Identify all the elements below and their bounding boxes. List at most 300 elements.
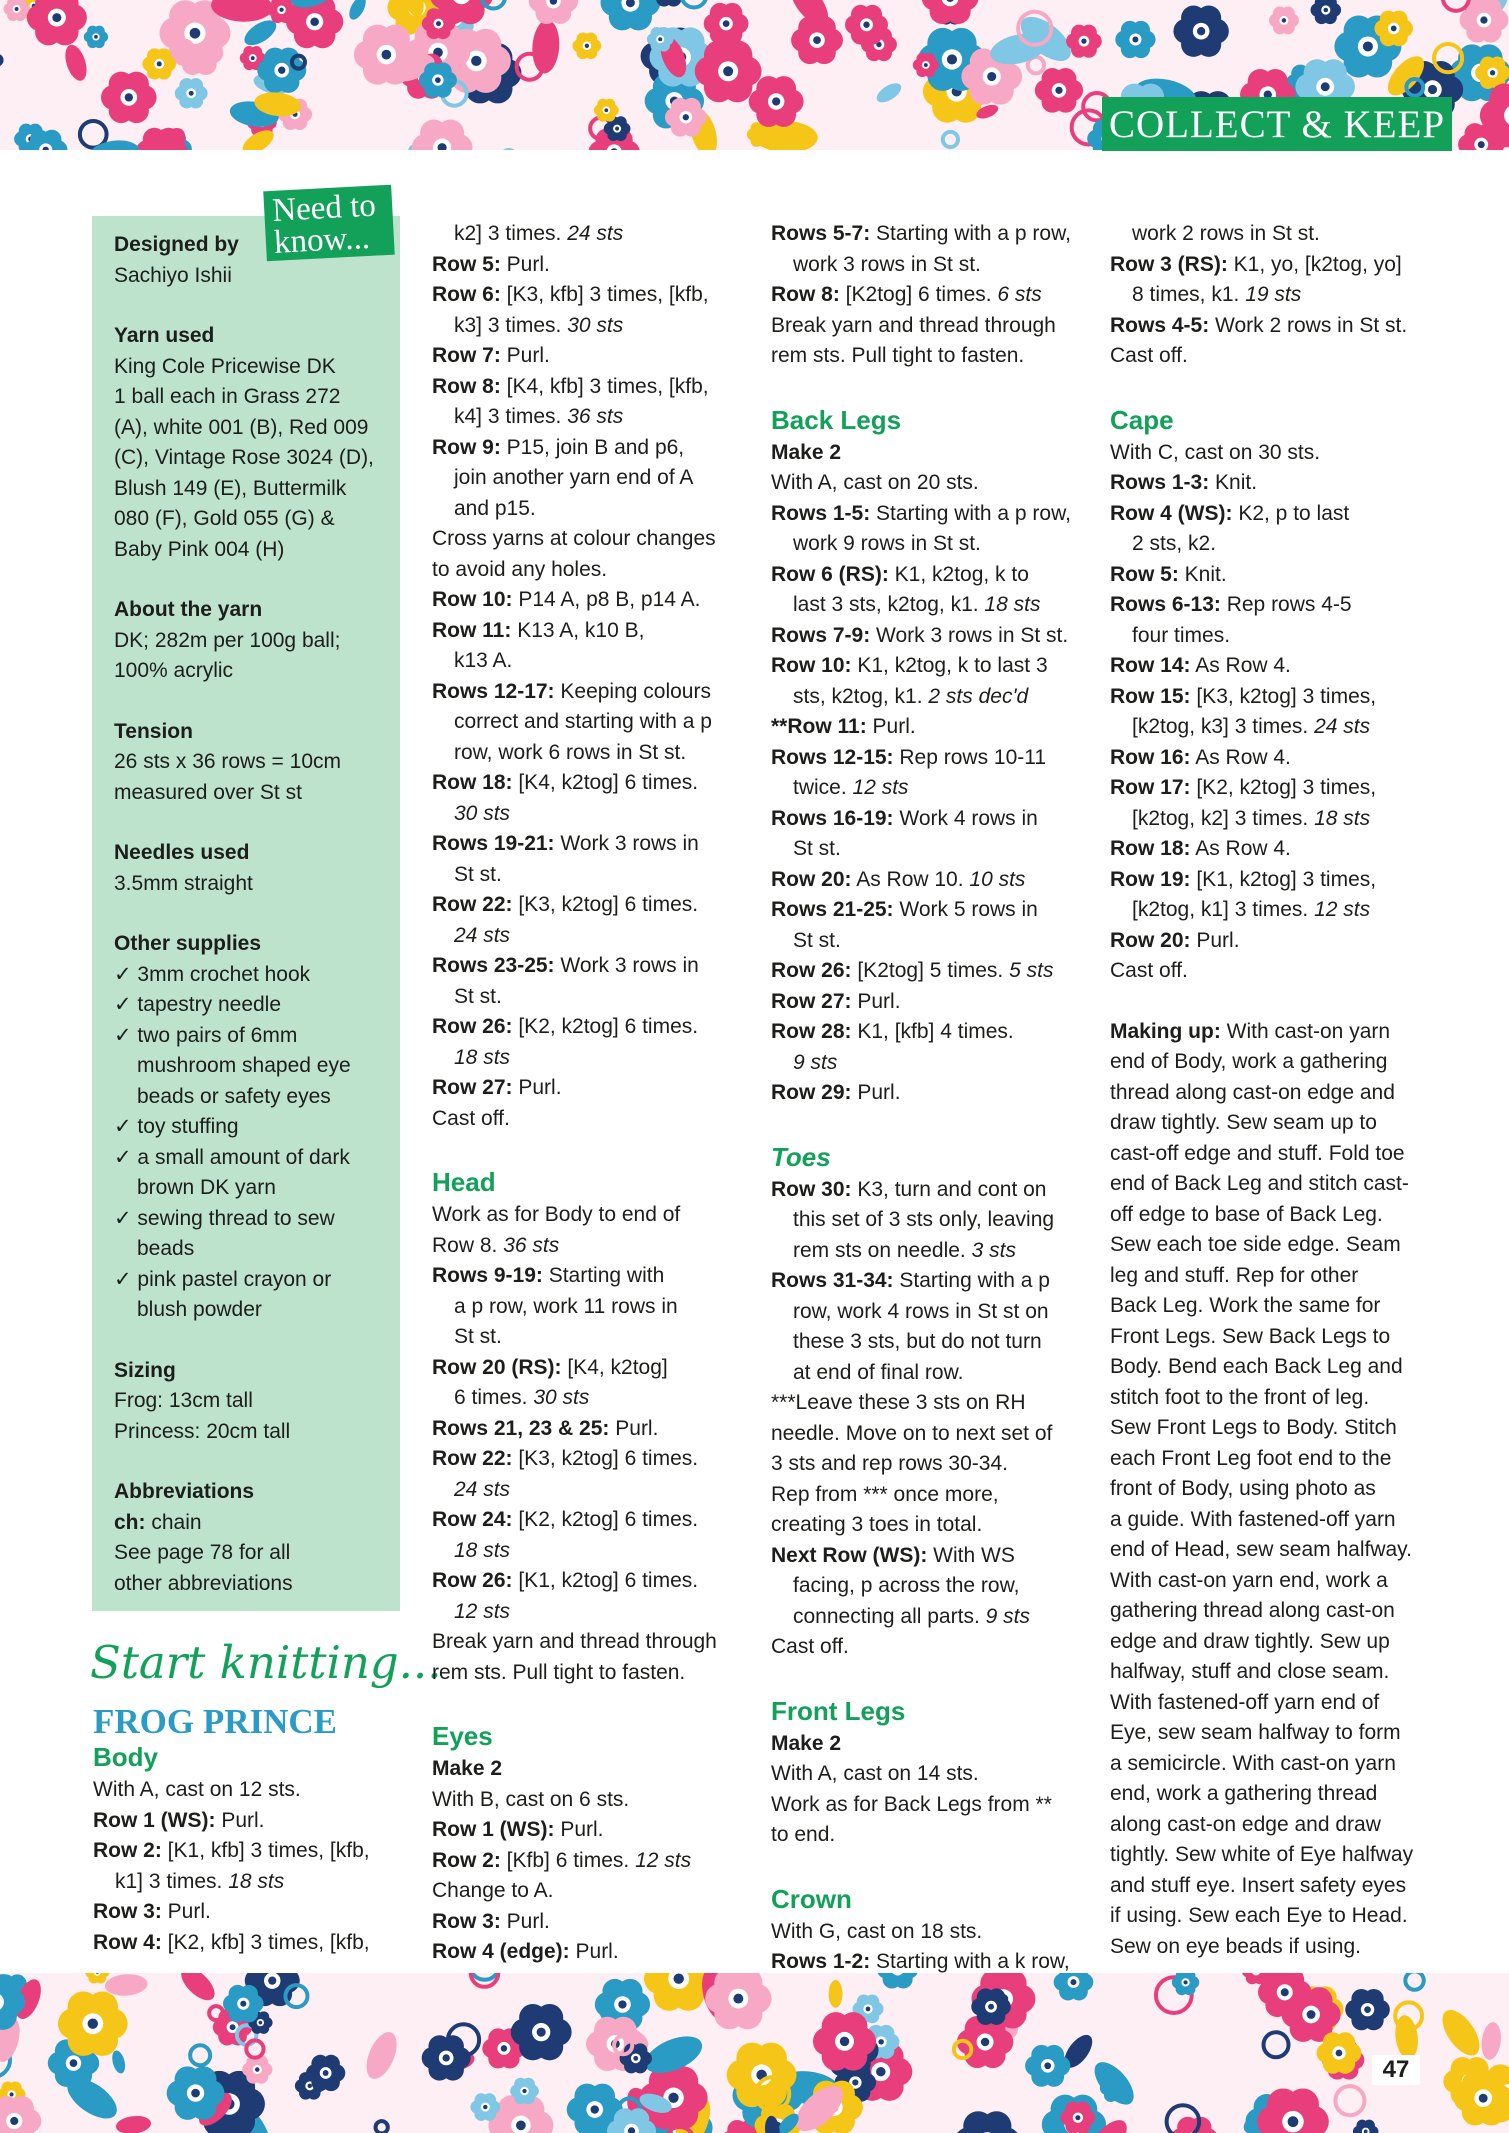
instruction-text: Cast off.	[1110, 344, 1188, 367]
instruction-text: With A, cast on 14 sts.	[771, 1762, 979, 1785]
instruction-text: last 3 sts, k2tog, k1.	[793, 593, 985, 616]
instruction-text: [Kfb] 6 times.	[500, 1848, 636, 1872]
row-label: Row 16:	[1110, 745, 1191, 769]
pattern-line	[1110, 250, 1430, 281]
instruction-text: Back Leg. Work the same for	[1110, 1294, 1381, 1317]
instruction-text: needle. Move on to next set of	[771, 1421, 1053, 1445]
pattern-line	[1110, 1627, 1430, 1658]
instruction-text: sts, k2tog, k1.	[793, 684, 929, 708]
instruction-text: [K3, k2tog] 6 times.	[512, 893, 699, 916]
pattern-line	[432, 707, 742, 738]
instruction-text: [K4, k2tog] 6 times.	[512, 771, 699, 794]
instruction-text: As Row 10.	[851, 867, 970, 891]
pattern-line	[771, 1048, 1081, 1079]
instruction-text: leg and stuff. Rep for other	[1110, 1263, 1359, 1287]
instruction-text: edge and draw tightly. Sew up	[1110, 1629, 1390, 1653]
abbr-meaning: chain	[145, 1510, 202, 1534]
pattern-line	[432, 1876, 742, 1907]
about-yarn-title: About the yarn	[114, 598, 263, 621]
pattern-line	[432, 250, 742, 281]
stitch-count: 18 sts	[454, 1045, 511, 1069]
pattern-line	[771, 1541, 1081, 1572]
instruction-text: With WS	[927, 1543, 1015, 1567]
pattern-line	[771, 1419, 1081, 1450]
pattern-line	[771, 712, 1081, 743]
row-label: Row 14:	[1110, 654, 1191, 677]
instruction-text: end of Head, sew seam halfway.	[1110, 1538, 1412, 1561]
text-line: Princess: 20cm tall	[114, 1419, 291, 1443]
pattern-line	[1110, 651, 1430, 682]
pattern-line	[771, 743, 1081, 774]
pattern-line	[1110, 1535, 1430, 1566]
instruction-text: With A, cast on 20 sts.	[771, 471, 979, 494]
pattern-line	[432, 219, 742, 250]
instruction-text: With cast-on yarn	[1220, 1019, 1391, 1043]
text-line: 100% acrylic	[114, 659, 234, 682]
pattern-line	[771, 621, 1081, 652]
pattern-line	[432, 1846, 742, 1877]
pattern-line	[1110, 1139, 1430, 1170]
instruction-text: rem sts on needle.	[793, 1238, 972, 1262]
supplies-title: Other supplies	[114, 932, 262, 955]
pattern-line	[1110, 1322, 1430, 1353]
instruction-text: work 9 rows in St st.	[793, 532, 981, 555]
collect-keep-banner: COLLECT & KEEP	[1102, 97, 1452, 151]
instruction-text: this set of 3 sts only, leaving	[793, 1208, 1055, 1231]
instruction-text: St st.	[793, 837, 841, 860]
pattern-line	[1110, 311, 1430, 342]
instruction-text: Work 3 rows in	[554, 832, 699, 855]
instruction-text: Body. Bend each Back Leg and	[1110, 1355, 1403, 1378]
yarn-used-title: Yarn used	[114, 324, 215, 347]
section-heading: Crown	[771, 1883, 852, 1914]
instruction-text: these 3 sts, but do not turn	[793, 1330, 1042, 1353]
instruction-text: K1, [kfb] 4 times.	[851, 1020, 1014, 1043]
stitch-count: 6 sts	[997, 283, 1042, 306]
instruction-text: draw tightly. Sew seam up to	[1110, 1111, 1377, 1134]
pattern-line	[432, 463, 742, 494]
text-line: DK; 282m per 100g ball;	[114, 628, 341, 652]
pattern-line	[1110, 1840, 1430, 1871]
pattern-line	[1110, 468, 1430, 499]
stitch-count: 2 sts dec'd	[928, 684, 1029, 708]
row-label: Row 19:	[1110, 867, 1191, 891]
text-line: Frog: 13cm tall	[114, 1389, 253, 1412]
instruction-text: Starting with	[542, 1264, 665, 1287]
instruction-text: Knit.	[1178, 562, 1227, 586]
instruction-text: stitch foot to the front of leg.	[1110, 1385, 1370, 1409]
row-label: Rows 1-2:	[771, 1950, 871, 1973]
row-label: Row 3:	[93, 1900, 162, 1923]
pattern-line	[432, 1444, 742, 1475]
row-label: Rows 21-25:	[771, 898, 894, 921]
pattern-line	[432, 1073, 742, 1104]
pattern-line	[432, 585, 742, 616]
pattern-line	[432, 1597, 742, 1628]
row-label: Row 17:	[1110, 776, 1191, 799]
instruction-text: Row 8.	[432, 1233, 504, 1257]
spacer	[1110, 372, 1430, 402]
row-label: Row 30:	[771, 1177, 852, 1201]
pattern-line	[771, 1388, 1081, 1419]
pattern-line	[432, 890, 742, 921]
instruction-text: Purl.	[500, 252, 550, 276]
sizing-section	[114, 1356, 380, 1448]
pattern-line	[771, 1266, 1081, 1297]
pattern-line	[771, 834, 1081, 865]
pattern-line	[1110, 341, 1430, 372]
pattern-line	[1110, 1596, 1430, 1627]
instruction-text: Knit.	[1209, 471, 1258, 494]
supply-item: ✓ 3mm crochet hook	[114, 962, 311, 986]
pattern-line	[432, 1785, 742, 1816]
pattern-line	[1110, 712, 1430, 743]
instruction-text: With fastened-off yarn end of	[1110, 1690, 1380, 1714]
instruction-text: As Row 4.	[1190, 654, 1291, 677]
text-line: (A), white 001 (B), Red 009	[114, 415, 369, 439]
text-line: 080 (F), Gold 055 (G) &	[114, 507, 335, 530]
pattern-line	[1110, 1383, 1430, 1414]
instruction-text: Work 4 rows in	[893, 806, 1038, 830]
column-2	[432, 219, 742, 1968]
pattern-line	[771, 1449, 1081, 1480]
pattern-line	[771, 987, 1081, 1018]
instruction-text: each Front Leg foot end to the	[1110, 1446, 1392, 1470]
instruction-text: St st.	[454, 984, 502, 1008]
stitch-count: 18 sts	[454, 1538, 511, 1562]
instruction-text: front of Body, using photo as	[1110, 1477, 1376, 1500]
supply-item: ✓ tapestry needle	[114, 993, 282, 1016]
pattern-line	[432, 1383, 742, 1414]
instruction-text: halfway, stuff and close seam.	[1110, 1660, 1390, 1683]
row-label: Row 26:	[771, 959, 852, 982]
instruction-text: Purl.	[1190, 928, 1240, 952]
abbreviations-section	[114, 1477, 380, 1599]
instruction-text: off edge to base of Back Leg.	[1110, 1202, 1383, 1226]
supply-item: ✓ toy stuffing	[114, 1115, 239, 1138]
instruction-text: Rep from *** once more,	[771, 1482, 999, 1506]
instruction-text: creating 3 toes in total.	[771, 1513, 983, 1536]
stitch-count: 24 sts	[454, 1477, 511, 1501]
needles-title: Needles used	[114, 841, 250, 864]
text-line: 1 ball each in Grass 272	[114, 385, 341, 408]
column-1	[93, 1739, 393, 1958]
text-line: 3.5mm straight	[114, 871, 253, 895]
pattern-line	[771, 865, 1081, 896]
instruction-text: 3 sts and rep rows 30-34.	[771, 1452, 1008, 1475]
pattern-line	[432, 1353, 742, 1384]
pattern-line	[771, 1571, 1081, 1602]
instruction-text: 2 sts, k2.	[1132, 532, 1217, 555]
about-yarn-section	[114, 595, 380, 687]
pattern-line	[432, 1200, 742, 1231]
pattern-line	[771, 219, 1081, 250]
instruction-text: four times.	[1132, 623, 1231, 647]
instruction-text: K1, k2tog, k to last 3	[851, 654, 1048, 677]
instruction-text: Purl.	[215, 1808, 265, 1832]
row-label: Row 26:	[432, 1569, 513, 1592]
section-heading: Eyes	[432, 1721, 493, 1751]
instruction-text: k1] 3 times.	[115, 1869, 229, 1893]
row-label: Row 5:	[432, 252, 501, 276]
row-label: Rows 6-13:	[1110, 593, 1221, 616]
pattern-line	[771, 1632, 1081, 1663]
column-3	[771, 219, 1081, 1978]
pattern-title: FROG PRINCE	[93, 1702, 338, 1741]
instruction-text: Sew on eye beads if using.	[1110, 1934, 1361, 1958]
pattern-line	[1110, 743, 1430, 774]
pattern-line	[771, 1510, 1081, 1541]
row-label: Next Row (WS):	[771, 1543, 928, 1567]
instruction-text: K3, turn and cont on	[851, 1177, 1047, 1201]
instruction-text: With A, cast on 12 sts.	[93, 1778, 301, 1801]
pattern-line	[771, 280, 1081, 311]
pattern-line	[93, 1928, 393, 1959]
instruction-text: and stuff eye. Insert safety eyes	[1110, 1873, 1407, 1897]
instruction-text: [K1, k2tog] 3 times,	[1190, 867, 1377, 891]
pattern-line	[1110, 682, 1430, 713]
pattern-line	[771, 1236, 1081, 1267]
row-label: Row 18:	[432, 771, 513, 794]
row-label: Row 4:	[93, 1930, 162, 1954]
section-heading: Head	[432, 1167, 496, 1197]
stitch-count: 10 sts	[969, 867, 1026, 891]
pattern-line	[771, 590, 1081, 621]
instruction-text: Sew Front Legs to Body. Stitch	[1110, 1416, 1397, 1439]
stitch-count: 9 sts	[985, 1604, 1030, 1628]
stitch-count: 12 sts	[852, 776, 909, 799]
instruction-text: [k2tog, k1] 3 times.	[1132, 898, 1315, 921]
row-label: Rows 9-19:	[432, 1264, 543, 1287]
instruction-text: [K2, k2tog] 6 times.	[512, 1508, 699, 1531]
page-number: 47	[1372, 2055, 1420, 2085]
pattern-line	[432, 555, 742, 586]
row-label: **Row 11:	[771, 715, 867, 738]
row-label: Making up:	[1110, 1019, 1221, 1043]
spacer	[771, 1109, 1081, 1139]
row-label: Rows 31-34:	[771, 1269, 894, 1292]
row-label: Row 15:	[1110, 684, 1191, 708]
text-line: other abbreviations	[114, 1571, 293, 1595]
pattern-line	[771, 341, 1081, 372]
instruction-text: k13 A.	[454, 649, 513, 672]
supply-item: ✓ sewing thread to sew beads	[114, 1206, 335, 1260]
instruction-text: Starting with a p row,	[870, 222, 1071, 245]
pattern-line	[432, 1012, 742, 1043]
row-label: Row 2:	[93, 1839, 162, 1862]
stitch-count: 36 sts	[503, 1233, 560, 1257]
pattern-line	[771, 1358, 1081, 1389]
pattern-line	[1110, 1230, 1430, 1261]
instruction-text: cast-off edge and stuff. Fold toe	[1110, 1141, 1405, 1165]
designer-name: Sachiyo Ishii	[114, 263, 232, 287]
column-4	[1110, 219, 1430, 1962]
instruction-text: K13 A, k10 B,	[511, 618, 645, 642]
pattern-line	[432, 1566, 742, 1597]
row-label: Row 3 (RS):	[1110, 252, 1228, 276]
pattern-line	[771, 895, 1081, 926]
tension-section	[114, 717, 380, 809]
instruction-text: Eye, sew seam halfway to form	[1110, 1721, 1401, 1744]
instruction-text: [K3, k2tog] 3 times,	[1190, 684, 1377, 708]
pattern-line	[432, 280, 742, 311]
pattern-line	[93, 1897, 393, 1928]
instruction-text: a semicircle. With cast-on yarn	[1110, 1751, 1396, 1775]
section-heading: Front Legs	[771, 1695, 906, 1726]
pattern-line	[432, 433, 742, 464]
pattern-line	[771, 1205, 1081, 1236]
abbr-term: ch:	[114, 1510, 146, 1534]
section-heading: Cape	[1110, 404, 1174, 435]
pattern-line	[1110, 1871, 1430, 1902]
instruction-text: [K4, k2tog]	[561, 1355, 668, 1379]
pattern-line	[1110, 1901, 1430, 1932]
row-label: Row 20:	[771, 867, 852, 891]
pattern-line	[1110, 499, 1430, 530]
pattern-line	[771, 1602, 1081, 1633]
pattern-line	[771, 773, 1081, 804]
floral-pattern	[0, 1973, 1509, 2133]
pattern-line	[1110, 1505, 1430, 1536]
row-label: Make 2	[771, 440, 842, 464]
pattern-line	[771, 438, 1081, 469]
pattern-line	[771, 1820, 1081, 1851]
pattern-line	[432, 1414, 742, 1445]
stitch-count: 18 sts	[228, 1869, 285, 1893]
pattern-line	[432, 311, 742, 342]
row-label: Row 3:	[432, 1909, 501, 1933]
stitch-count: 30 sts	[567, 313, 624, 337]
instruction-text: [K3, k2tog] 6 times.	[512, 1447, 699, 1470]
text-line: (C), Vintage Rose 3024 (D),	[114, 446, 374, 469]
pattern-line	[1110, 1810, 1430, 1841]
instruction-text: Work as for Body to end of	[432, 1203, 681, 1226]
row-label: Row 27:	[432, 1076, 513, 1099]
instruction-text: a guide. With fastened-off yarn	[1110, 1507, 1396, 1531]
instruction-text: Purl.	[512, 1076, 562, 1099]
row-label: Row 18:	[1110, 837, 1191, 860]
instruction-text: work 3 rows in St st.	[793, 252, 981, 276]
row-label: Row 8:	[771, 283, 840, 306]
row-label: Row 27:	[771, 989, 852, 1013]
pattern-line	[432, 1658, 742, 1689]
supply-item: ✓ a small amount of dark brown DK yarn	[114, 1145, 350, 1199]
pattern-line	[432, 829, 742, 860]
row-label: Row 6:	[432, 283, 501, 306]
pattern-line	[432, 646, 742, 677]
instruction-text: join another yarn end of A	[454, 466, 694, 489]
instruction-text: thread along cast-on edge and	[1110, 1080, 1395, 1104]
pattern-line	[771, 1175, 1081, 1206]
stitch-count: 12 sts	[1314, 898, 1371, 921]
row-label: Row 20 (RS):	[432, 1355, 562, 1379]
row-label: Row 7:	[432, 344, 501, 367]
pattern-line	[1110, 1017, 1430, 1048]
instruction-text: connecting all parts.	[793, 1604, 986, 1628]
instruction-text: Purl.	[161, 1900, 211, 1923]
row-label: Row 1 (WS):	[432, 1818, 555, 1841]
instruction-text: Purl.	[866, 715, 916, 738]
pattern-line	[432, 799, 742, 830]
pattern-line	[93, 1806, 393, 1837]
stitch-count: 12 sts	[635, 1848, 692, 1872]
instruction-text: Sew each toe side edge. Seam	[1110, 1233, 1401, 1256]
need-to-know-tag: Need to know...	[263, 185, 394, 262]
pattern-line	[1110, 280, 1430, 311]
pattern-line	[771, 804, 1081, 835]
instruction-text: if using. Sew each Eye to Head.	[1110, 1904, 1408, 1927]
instruction-text: Purl.	[851, 1081, 901, 1104]
sizing-title: Sizing	[114, 1358, 176, 1382]
instruction-text: Purl.	[500, 344, 550, 367]
pattern-line	[1110, 1444, 1430, 1475]
instruction-text: St st.	[454, 862, 502, 886]
pattern-line	[1110, 865, 1430, 896]
instruction-text: As Row 4.	[1190, 745, 1291, 769]
row-label: Rows 19-21:	[432, 832, 555, 855]
instruction-text: Front Legs. Sew Back Legs to	[1110, 1324, 1391, 1348]
stitch-count: 18 sts	[984, 593, 1041, 616]
pattern-line	[1110, 956, 1430, 987]
pattern-line	[432, 1261, 742, 1292]
stitch-count: 19 sts	[1245, 283, 1302, 306]
pattern-line	[771, 682, 1081, 713]
instruction-text: St st.	[793, 928, 841, 952]
pattern-line	[1110, 1261, 1430, 1292]
pattern-line	[771, 250, 1081, 281]
pattern-line	[1110, 1474, 1430, 1505]
instruction-text: end, work a gathering thread	[1110, 1782, 1378, 1805]
row-label: Row 11:	[432, 618, 512, 642]
row-label: Row 10:	[771, 654, 852, 677]
instruction-text: K1, yo, [k2tog, yo]	[1227, 252, 1402, 276]
pattern-line	[1110, 1200, 1430, 1231]
spacer	[771, 1663, 1081, 1693]
instruction-text: tightly. Sew white of Eye halfway	[1110, 1843, 1414, 1866]
instruction-text: Starting with a p row,	[870, 501, 1071, 525]
supply-item: ✓ two pairs of 6mm mushroom shaped eye beads or safety eyes	[114, 1023, 351, 1108]
pattern-line	[1110, 1566, 1430, 1597]
instruction-text: correct and starting with a p	[454, 710, 712, 733]
row-label: Row 28:	[771, 1020, 852, 1043]
instruction-text: 6 times.	[454, 1386, 534, 1409]
spacer	[771, 372, 1081, 402]
pattern-line	[771, 1297, 1081, 1328]
pattern-line	[432, 860, 742, 891]
stitch-count: 36 sts	[567, 405, 624, 428]
row-label: Row 4 (WS):	[1110, 501, 1233, 525]
instruction-text: With C, cast on 30 sts.	[1110, 440, 1321, 464]
pattern-line	[1110, 1779, 1430, 1810]
instruction-text: P15, join B and p6,	[500, 435, 685, 459]
pattern-line	[771, 1017, 1081, 1048]
instruction-text: k3] 3 times.	[454, 313, 568, 337]
pattern-line	[771, 1327, 1081, 1358]
instruction-text: St st.	[454, 1325, 502, 1348]
instruction-text: [K1, k2tog] 6 times.	[512, 1569, 699, 1592]
pattern-line	[771, 311, 1081, 342]
row-label: Row 4 (edge):	[432, 1940, 570, 1963]
row-label: Row 22:	[432, 1447, 513, 1470]
row-label: Rows 1-3:	[1110, 471, 1210, 494]
instruction-text: Purl.	[569, 1940, 619, 1963]
pattern-line	[432, 1815, 742, 1846]
row-label: Row 2:	[432, 1848, 501, 1872]
instruction-text: end of Body, work a gathering	[1110, 1050, 1388, 1073]
instruction-text: rem sts. Pull tight to fasten.	[771, 344, 1025, 367]
needles-section	[114, 838, 380, 899]
instruction-text: Work 3 rows in	[554, 954, 699, 977]
